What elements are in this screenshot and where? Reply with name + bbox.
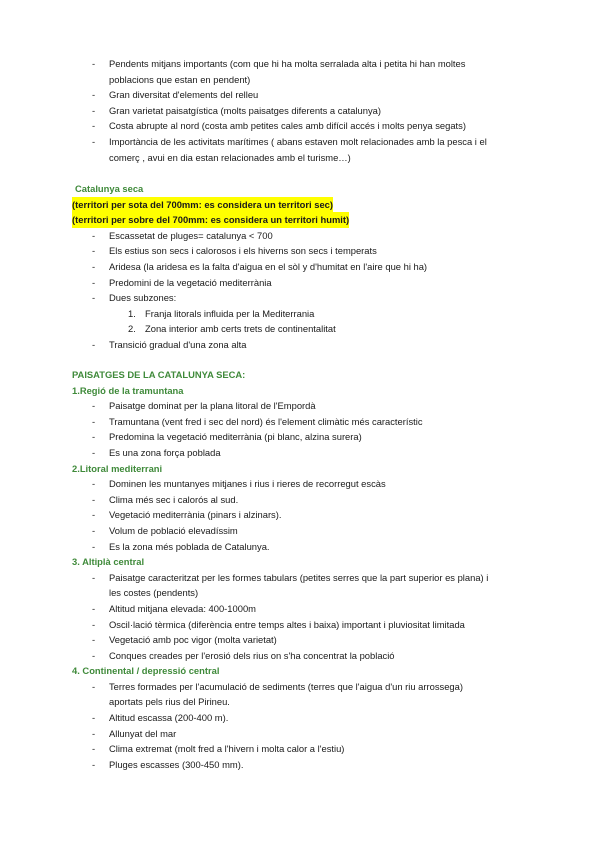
region-title: 2.Litoral mediterrani [72,462,163,474]
list-item: - Dues subzones: [92,292,177,304]
list-item: - Aridesa (la aridesa es la falta d'aigua en el sòl y d'humitat en l'aire que hi ha) [92,260,428,272]
list-item: - Vegetació mediterrània (pinars i alzinars). [92,509,282,521]
catalunya-seca-section [0,181,600,353]
list-item: - Pluges escasses (300-450 mm). [92,758,244,770]
list-item: - Costa abrupte al nord (costa amb petites cales amb difícil accés i molts penya segats) [92,120,466,132]
list-item: - Terres formades per l'acumulació de sediments (terres que l'aigua d'un riu arrossega) [92,680,463,692]
paisatges-section [0,367,600,772]
list-item: - Predomini de la vegetació mediterrània [92,276,272,288]
list-item: - Altitud mitjana elevada: 400-1000m [92,602,256,614]
list-item-continuation: comerç , avui en dia estan relacionades amb el turisme…) [109,151,351,163]
top-bullet-list [0,56,600,165]
list-item: - Oscil·lació tèrmica (diferència entre temps altes i baixa) important i pluviositat limitada [92,618,465,630]
list-item: - Pendents mitjans importants (com que hi ha molta serralada alta i petita hi han moltes [92,58,466,69]
region-title: 1.Regió de la tramuntana [72,384,184,396]
section-title: Catalunya seca [75,183,144,194]
list-item: - Volum de població elevadíssim [92,524,238,536]
list-item: - Es una zona força poblada [92,446,221,458]
numbered-item: 2. Zona interior amb certs trets de continentalitat [128,323,336,335]
list-item: - Es la zona més poblada de Catalunya. [92,540,270,552]
list-item: - Els estius son secs i calorosos i els hiverns son secs i temperats [92,245,377,257]
region-title: 4. Continental / depressió central [72,665,220,677]
list-item: - Predomina la vegetació mediterrània (pi blanc, alzina surera) [92,431,362,443]
section-title: PAISATGES DE LA CATALUNYA SECA: [72,369,246,380]
numbered-item: 1. Franja litorals influida per la Mediterrania [128,307,315,319]
list-item: - Clima més sec i calorós al sud. [92,493,239,505]
list-item: - Gran varietat paisatgística (molts paisatges diferents a catalunya) [92,104,382,116]
list-item-continuation: les costes (pendents) [109,587,199,599]
list-item: - Gran diversitat d'elements del relleu [92,89,259,101]
list-item-continuation: poblacions que estan en pendent) [109,73,251,85]
list-item: - Allunyat del mar [92,727,177,739]
list-item: - Importància de les activitats marítimes ( abans estaven molt relacionades amb la pesca i el [92,135,487,147]
list-item: - Escassetat de pluges= catalunya < 700 [92,229,273,241]
list-item: - Vegetació amb poc vigor (molta varietat) [92,634,277,646]
list-item: - Conques creades per l'erosió dels rius on s'ha concentrat la població [92,649,395,661]
highlight-note: (territori per sota del 700mm: es considera un territori sec) [0,197,600,213]
list-item: - Transició gradual d'una zona alta [92,338,247,350]
list-item: - Tramuntana (vent fred i sec del nord) és l'element climàtic més característic [92,415,423,427]
highlight-note: (territori per sobre del 700mm: es considera un territori humit) [0,212,600,228]
list-item: - Dominen les muntanyes mitjanes i rius i rieres de recorregut escàs [92,478,386,490]
list-item: - Paisatge caracteritzat per les formes tabulars (petites serres que la part superior es plana) i [92,571,489,583]
region-title: 3. Altiplà central [72,556,145,568]
list-item-continuation: aportats pels rius del Pirineu. [109,696,230,708]
list-item: - Clima extremat (molt fred a l'hivern i molta calor a l'estiu) [92,743,345,755]
list-item: - Altitud escassa (200-400 m). [92,712,229,724]
list-item: - Paisatge dominat per la plana litoral de l'Empordà [92,400,316,412]
